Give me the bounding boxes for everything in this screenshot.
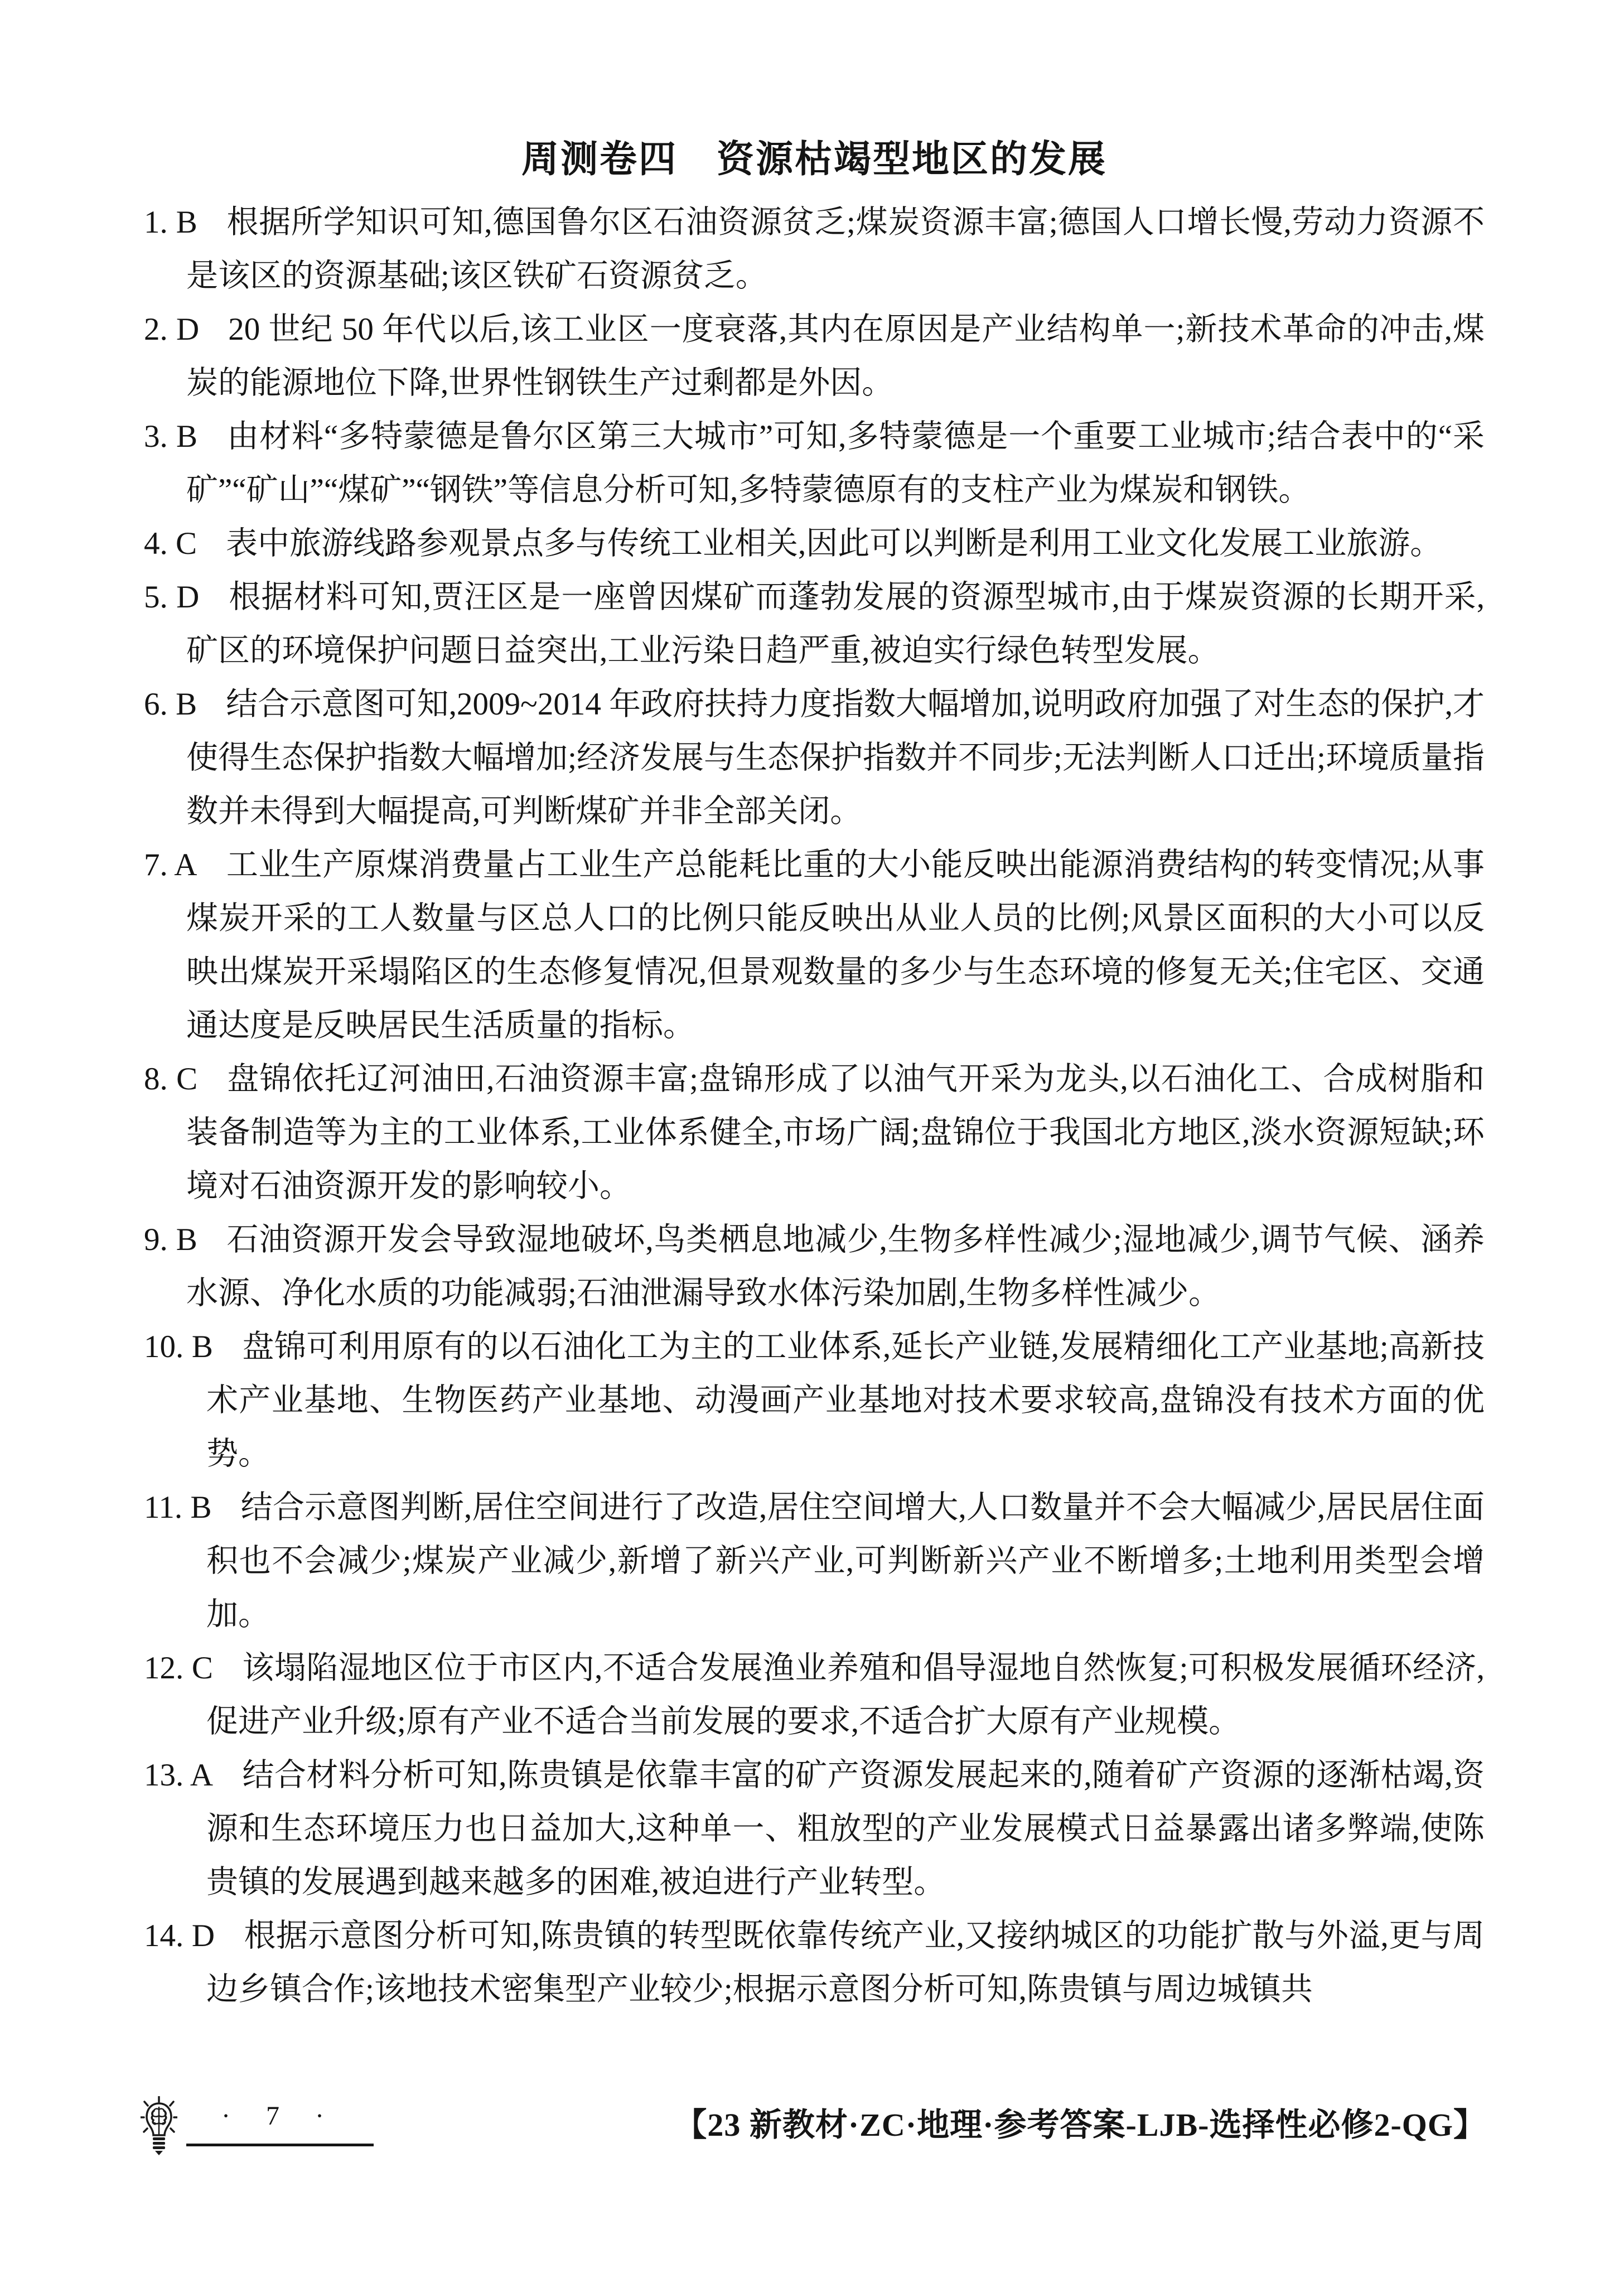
answer-item-12 xyxy=(144,1642,1485,1749)
answer-text: 根据材料可知,贾汪区是一座曾因煤矿而蓬勃发展的资源型城市,由于煤炭资源的长期开采,矿区的环境保护问题日益突出,工业污染日趋严重,被迫实行绿色转型发展。 xyxy=(186,580,1485,669)
answer-number: 14. D xyxy=(144,1918,215,1954)
answer-item-1 xyxy=(144,196,1485,303)
answer-text: 结合材料分析可知,陈贵镇是依靠丰富的矿产资源发展起来的,随着矿产资源的逐渐枯竭,资源和生态环境压力也日益加大,这种单一、粗放型的产业发展模式日益暴露出诸多弊端,使陈贵镇的发展遇到越来越多的困难,被迫进行产业转型。 xyxy=(206,1758,1485,1900)
answer-number: 9. B xyxy=(144,1222,197,1258)
answer-text: 工业生产原煤消费量占工业生产总能耗比重的大小能反映出能源消费结构的转变情况;从事煤炭开采的工人数量与区总人口的比例只能反映出从业人员的比例;风景区面积的大小可以反映出煤炭开采塌陷区的生态修复情况,但景观数量的多少与生态环境的修复无关;住宅区、交通通达度是反映居民生活质量的指标。 xyxy=(186,847,1485,1044)
answer-item-8 xyxy=(144,1053,1485,1213)
answer-number: 4. C xyxy=(144,526,197,562)
answer-item-3 xyxy=(144,410,1485,517)
answer-item-14 xyxy=(144,1909,1485,2016)
answer-text: 盘锦可利用原有的以石油化工为主的工业体系,延长产业链,发展精细化工产业基地;高新技术产业基地、生物医药产业基地、动漫画产业基地对技术要求较高,盘锦没有技术方面的优势。 xyxy=(206,1329,1485,1472)
answer-item-9 xyxy=(144,1213,1485,1320)
answer-text: 结合示意图可知,2009~2014 年政府扶持力度指数大幅增加,说明政府加强了对生态的保护,才使得生态保护指数大幅增加;经济发展与生态保护指数并不同步;无法判断人口迁出;环境质量指数并未得到大幅提高,可判断煤矿并非全部关闭。 xyxy=(186,687,1485,829)
answer-item-13 xyxy=(144,1749,1485,1909)
answer-text: 石油资源开发会导致湿地破坏,鸟类栖息地减少,生物多样性减少;湿地减少,调节气候、涵养水源、净化水质的功能减弱;石油泄漏导致水体污染加剧,生物多样性减少。 xyxy=(186,1222,1485,1311)
answer-text: 盘锦依托辽河油田,石油资源丰富;盘锦形成了以油气开采为龙头,以石油化工、合成树脂和装备制造等为主的工业体系,工业体系健全,市场广阔;盘锦位于我国北方地区,淡水资源短缺;环境对石油资源开发的影响较小。 xyxy=(186,1061,1485,1204)
answer-number: 2. D xyxy=(144,312,200,347)
answer-text: 表中旅游线路参观景点多与传统工业相关,因此可以判断是利用工业文化发展工业旅游。 xyxy=(226,526,1442,562)
page-footer xyxy=(0,2095,1624,2184)
answer-number: 8. C xyxy=(144,1061,198,1097)
answer-number: 11. B xyxy=(144,1490,212,1526)
footer-edition-label: 【23 新教材·ZC·地理·参考答案-LJB-选择性必修2-QG】 xyxy=(674,2107,1486,2143)
page-number: · 7 · xyxy=(186,2101,374,2146)
answer-number: 13. A xyxy=(144,1758,213,1793)
answer-number: 10. B xyxy=(144,1329,213,1365)
answer-number: 7. A xyxy=(144,847,197,883)
answer-list xyxy=(144,196,1485,2016)
page-title: 周测卷四 资源枯竭型地区的发展 xyxy=(521,139,1107,180)
answer-text: 结合示意图判断,居住空间进行了改造,居住空间增大,人口数量并不会大幅减少,居民居住面积也不会减少;煤炭产业减少,新增了新兴产业,可判断新兴产业不断增多;土地利用类型会增加。 xyxy=(206,1490,1485,1633)
answer-text: 20 世纪 50 年代以后,该工业区一度衰落,其内在原因是产业结构单一;新技术革命的冲击,煤炭的能源地位下降,世界性钢铁生产过剩都是外因。 xyxy=(186,312,1485,401)
answer-number: 6. B xyxy=(144,687,197,722)
answer-item-4 xyxy=(144,517,1485,571)
answer-text: 根据所学知识可知,德国鲁尔区石油资源贫乏;煤炭资源丰富;德国人口增长慢,劳动力资源不是该区的资源基础;该区铁矿石资源贫乏。 xyxy=(186,205,1485,294)
lightbulb-brain-icon xyxy=(141,2096,177,2156)
answer-item-6 xyxy=(144,678,1485,838)
answer-text: 根据示意图分析可知,陈贵镇的转型既依靠传统产业,又接纳城区的功能扩散与外溢,更与周边乡镇合作;该地技术密集型产业较少;根据示意图分析可知,陈贵镇与周边城镇共 xyxy=(206,1918,1485,2007)
answer-item-11 xyxy=(144,1481,1485,1642)
answer-number: 12. C xyxy=(144,1650,213,1686)
answer-text: 该塌陷湿地区位于市区内,不适合发展渔业养殖和倡导湿地自然恢复;可积极发展循环经济,促进产业升级;原有产业不适合当前发展的要求,不适合扩大原有产业规模。 xyxy=(206,1650,1485,1740)
answer-number: 5. D xyxy=(144,580,200,615)
answer-item-5 xyxy=(144,571,1485,678)
answer-number: 3. B xyxy=(144,419,197,455)
answer-item-10 xyxy=(144,1320,1485,1481)
answer-number: 1. B xyxy=(144,205,197,240)
answer-text: 由材料“多特蒙德是鲁尔区第三大城市”可知,多特蒙德是一个重要工业城市;结合表中的“采矿”“矿山”“煤矿”“钢铁”等信息分析可知,多特蒙德原有的支柱产业为煤炭和钢铁。 xyxy=(186,419,1485,508)
answer-item-2 xyxy=(144,303,1485,410)
answer-item-7 xyxy=(144,838,1485,1053)
